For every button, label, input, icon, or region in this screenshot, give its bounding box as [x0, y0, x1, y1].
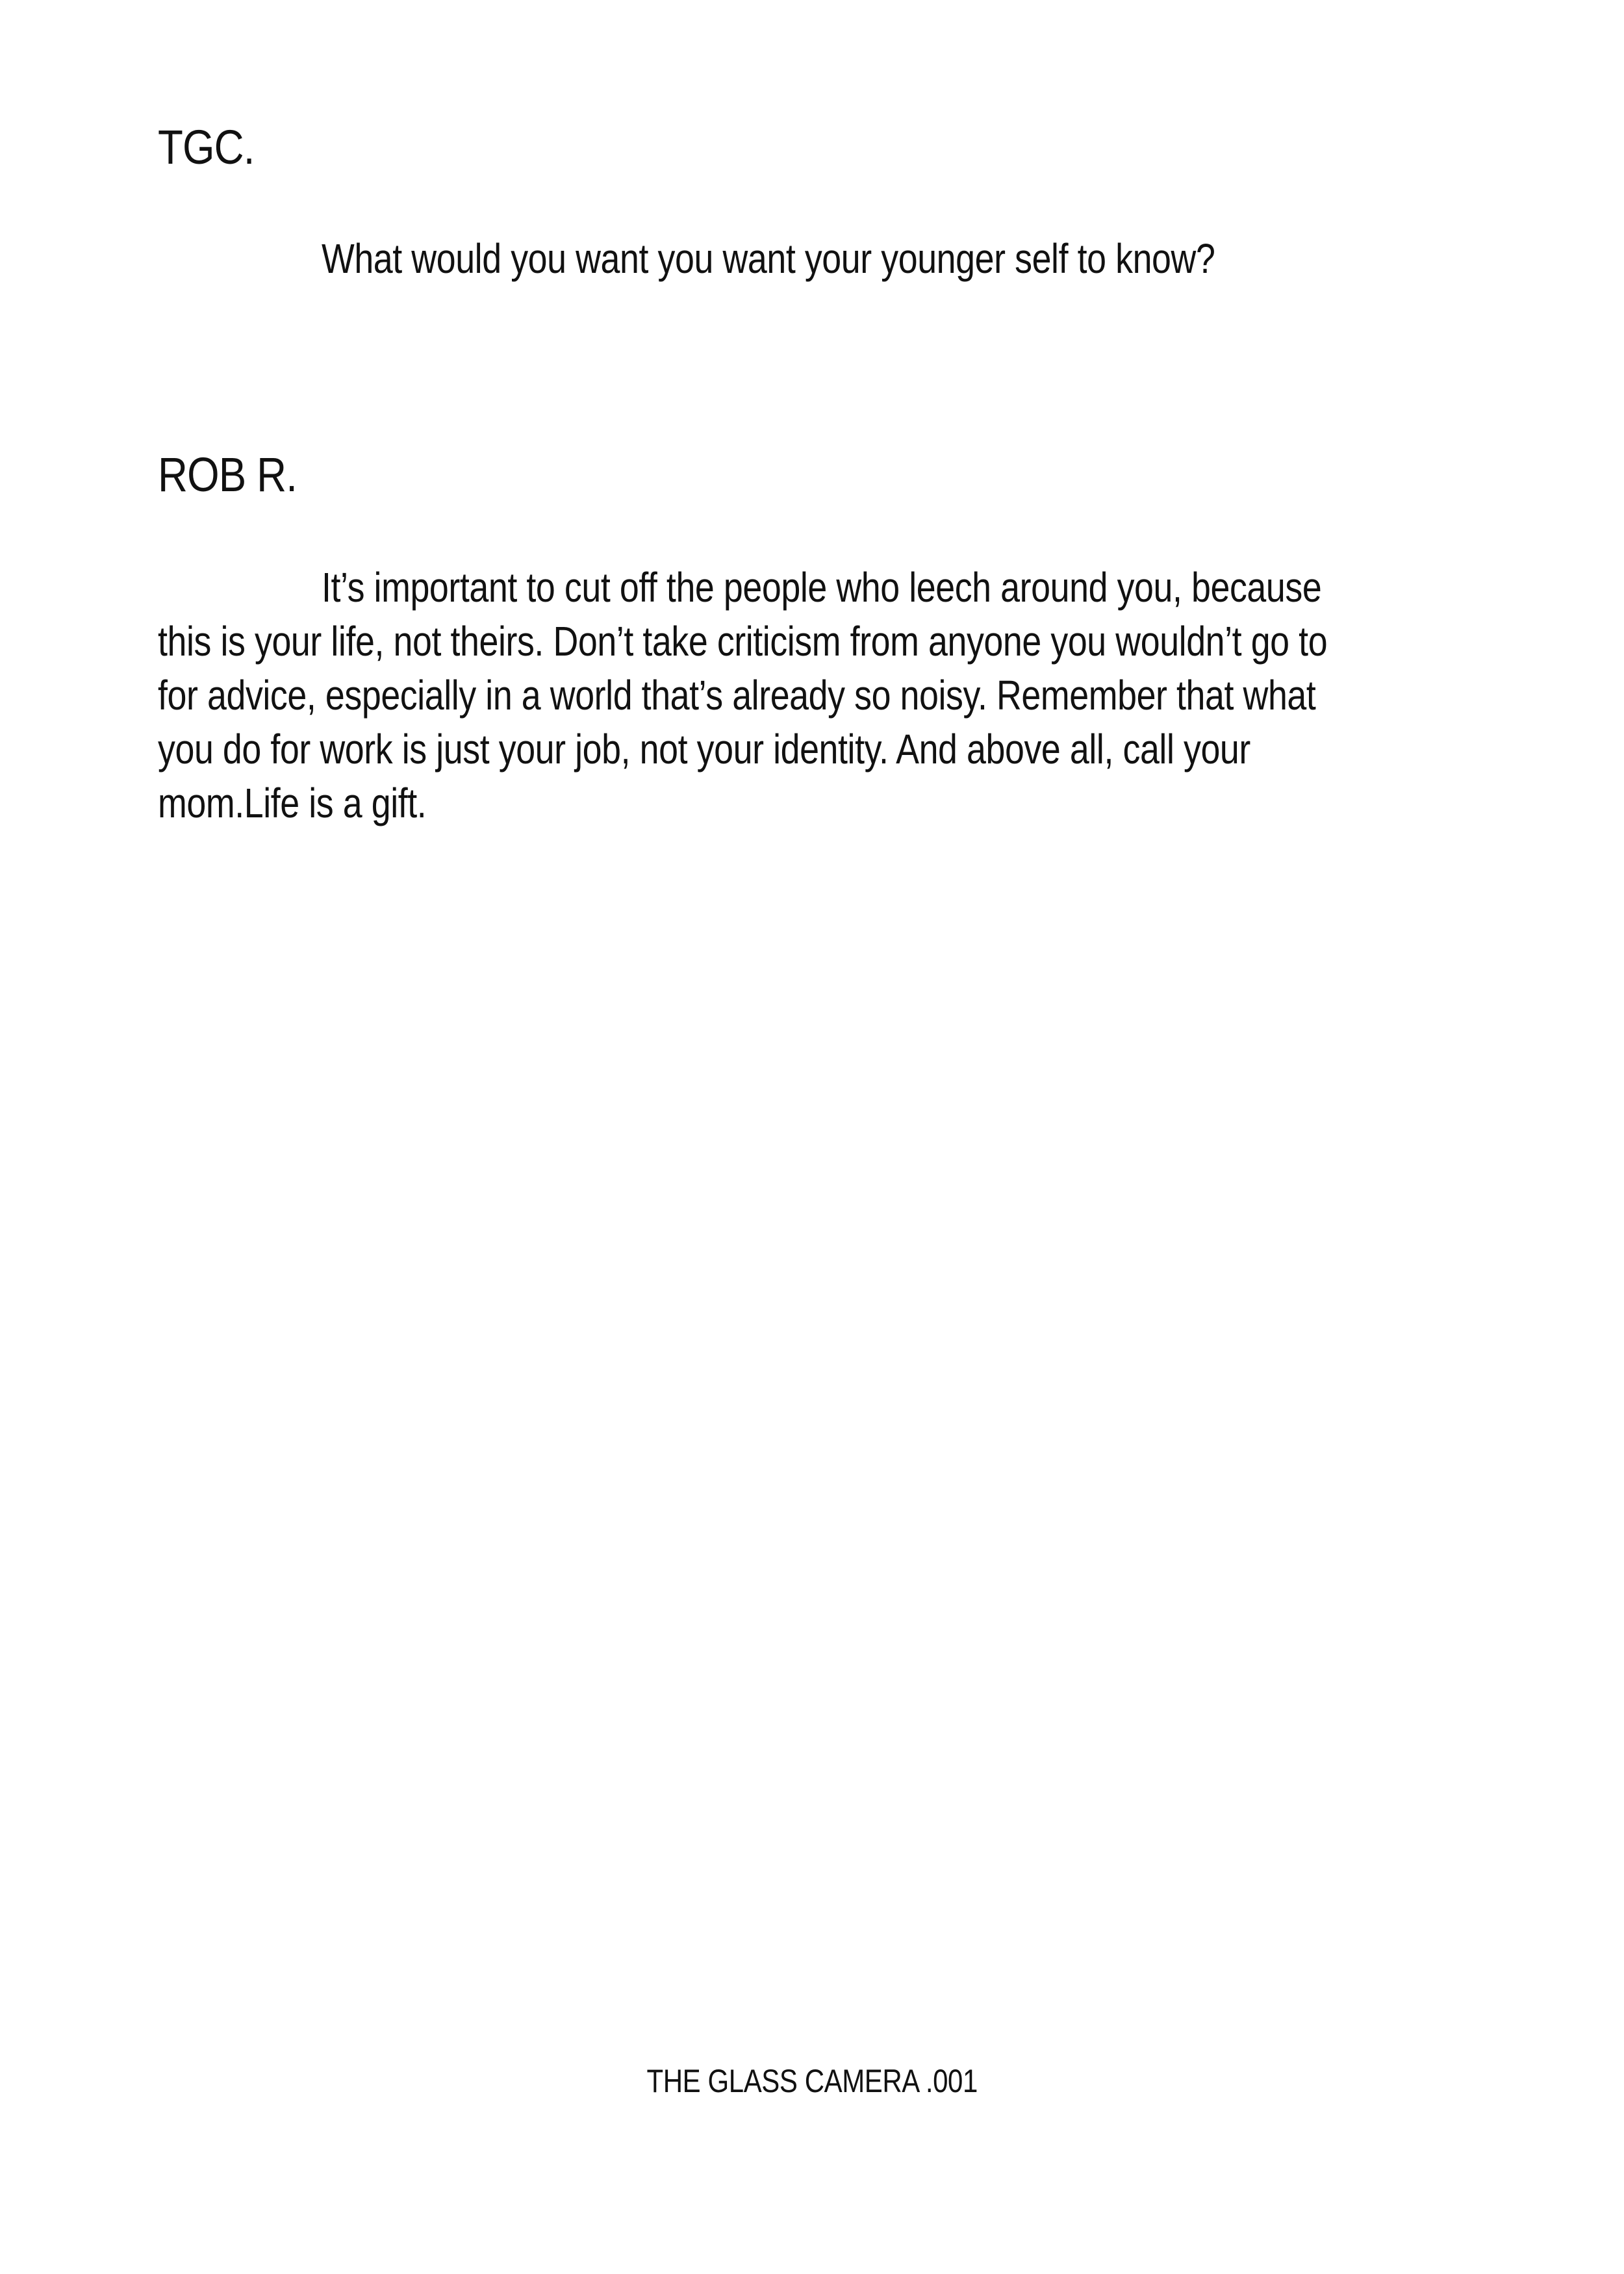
answer-line: for advice, especially in a world that’s already so noisy. Remember that what — [158, 672, 1316, 719]
answer-line: It’s important to cut off the people who leech around you, because — [322, 564, 1322, 611]
answer-line: you do for work is just your job, not your identity. And above all, call your — [158, 726, 1250, 773]
interview-question: What would you want you want your younger self to know? — [322, 235, 1215, 282]
interviewer-label: TGC. — [158, 120, 255, 174]
answer-line: this is your life, not theirs. Don’t take criticism from anyone you wouldn’t go to — [158, 618, 1328, 665]
respondent-label: ROB R. — [158, 448, 298, 502]
page-footer — [0, 2065, 1624, 2097]
answer-line: mom.Life is a gift. — [158, 780, 427, 826]
interview-answer — [158, 561, 1328, 830]
footer-text: THE GLASS CAMERA .001 — [646, 2063, 978, 2099]
